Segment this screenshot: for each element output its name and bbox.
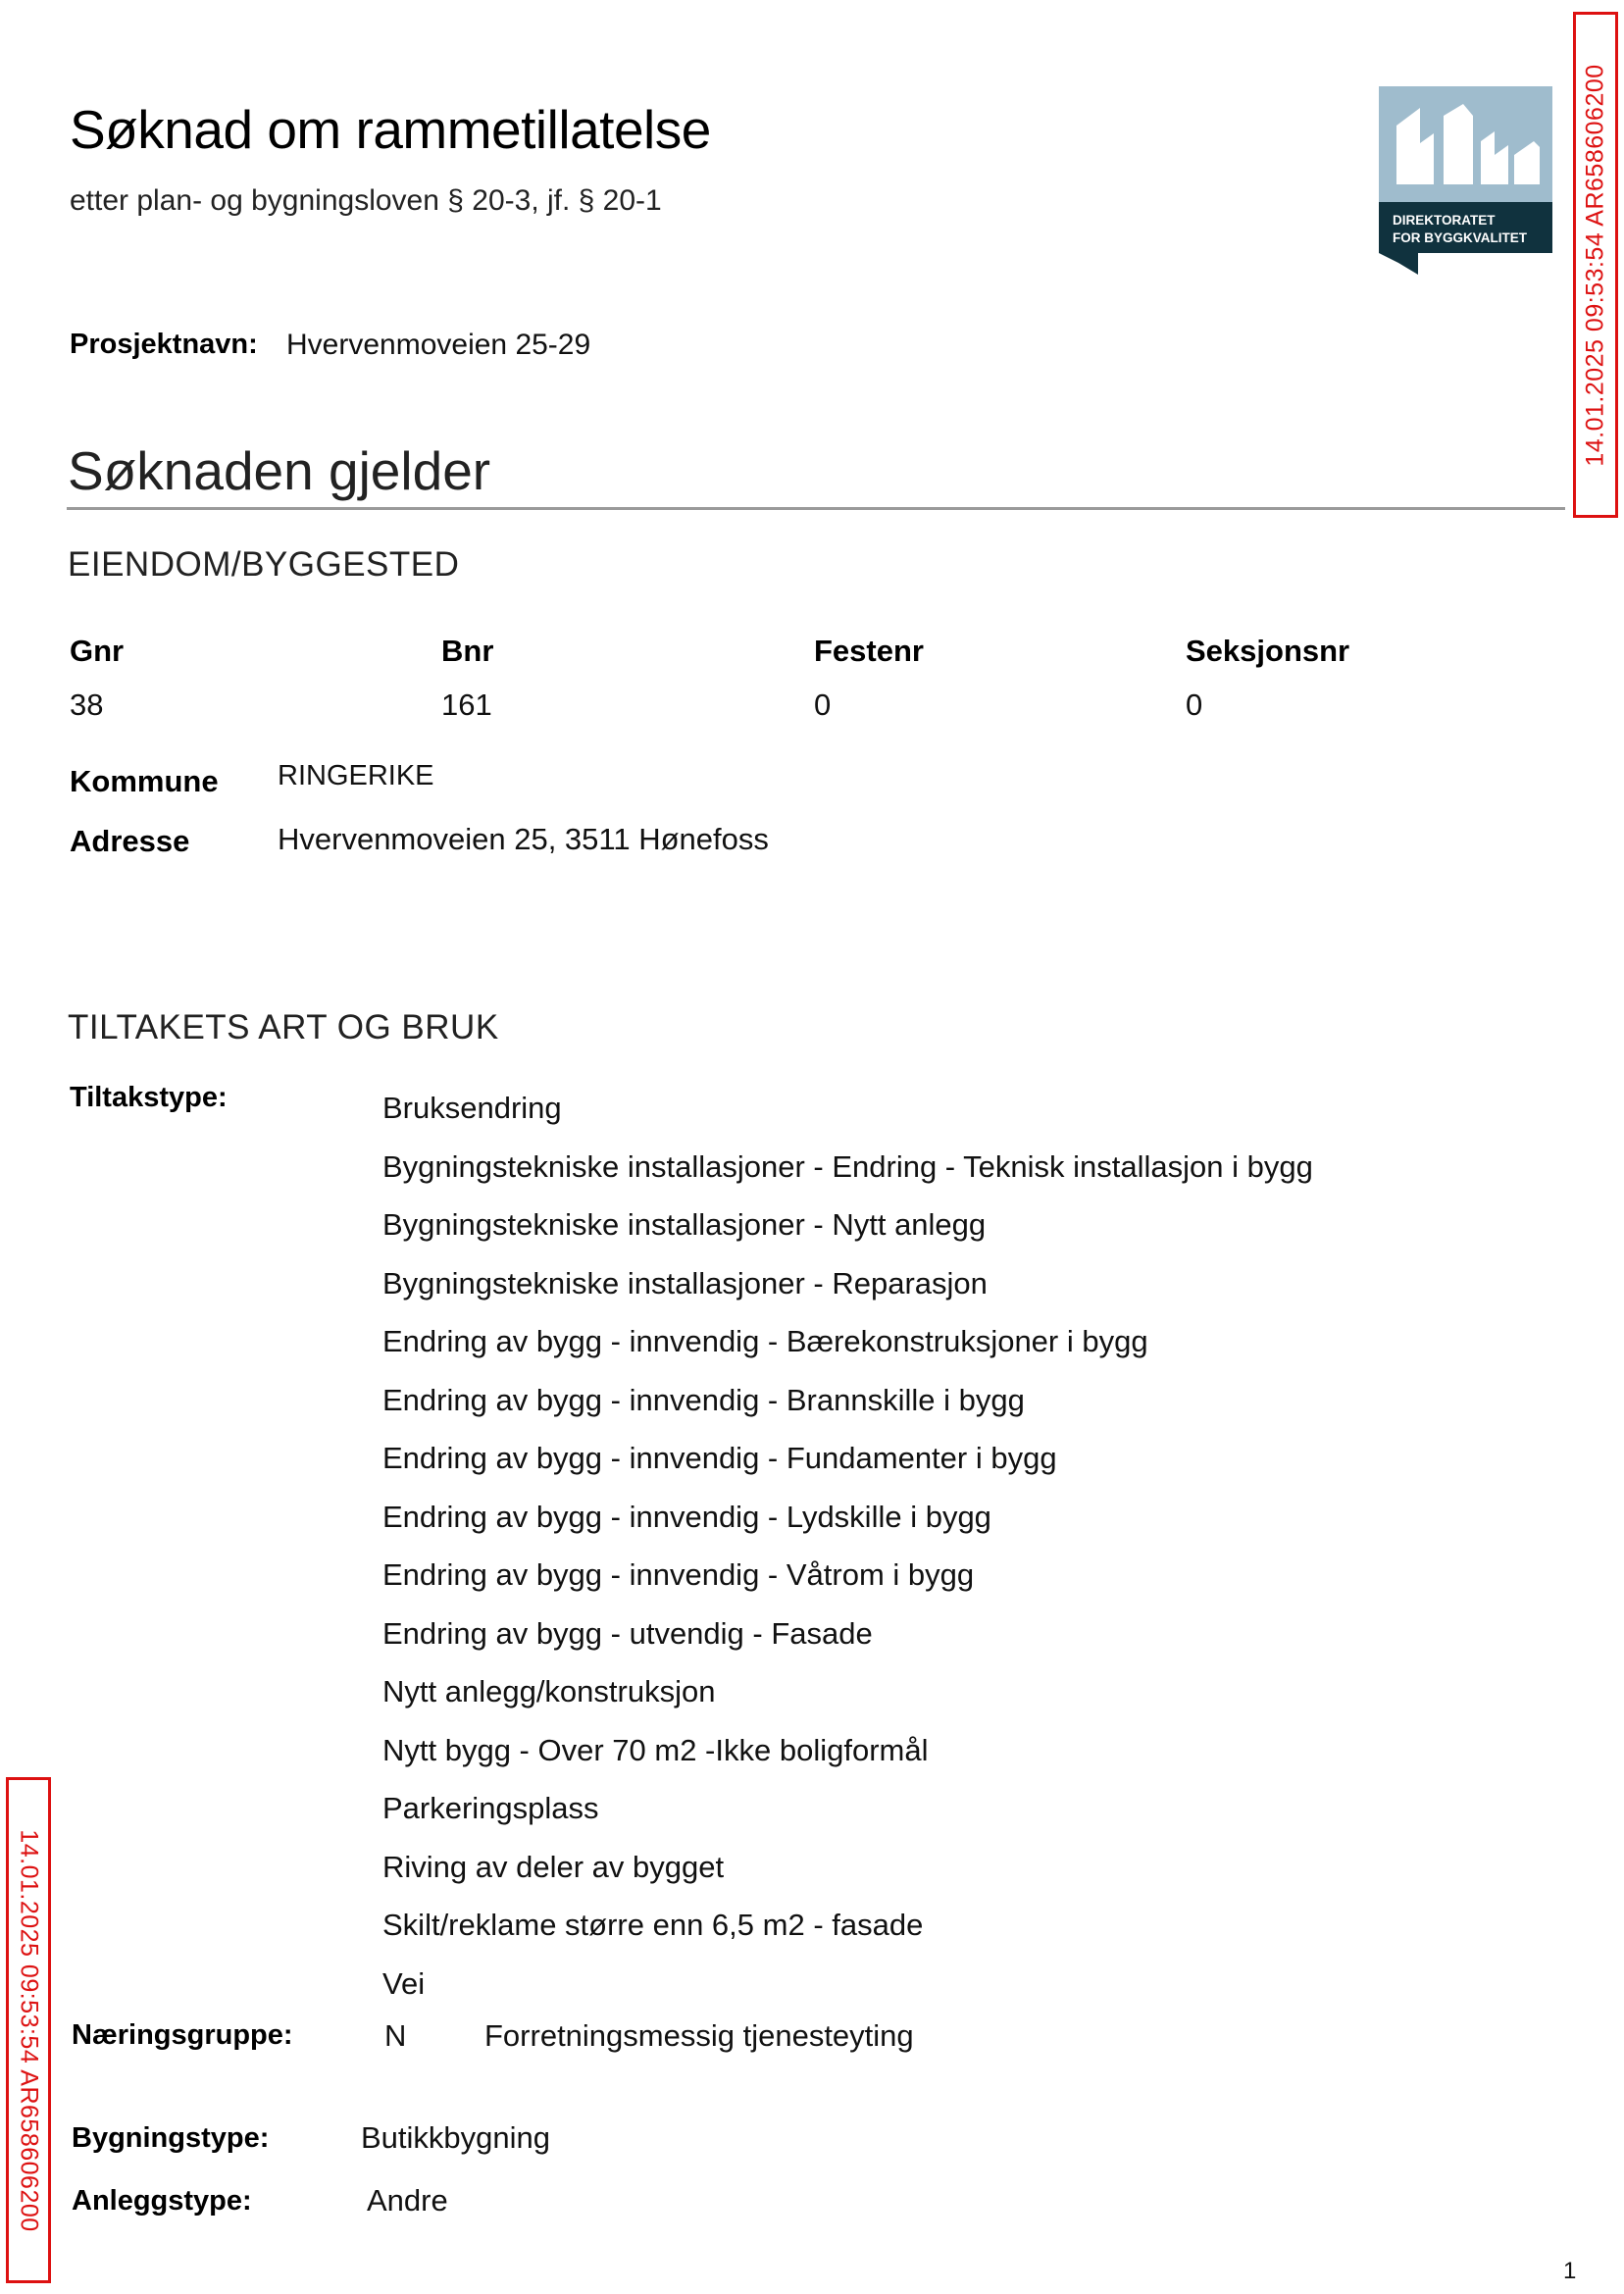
naeringsgruppe-value: Forretningsmessig tjenesteyting — [484, 2018, 914, 2053]
document-subtitle: etter plan- og bygningsloven § 20-3, jf. § 20-1 — [70, 184, 662, 217]
naeringsgruppe-code: N — [384, 2018, 407, 2053]
bygningstype-label: Bygningstype: — [72, 2122, 270, 2154]
list-item: Nytt bygg - Over 70 m2 -Ikke boligformål — [382, 1732, 929, 1767]
naeringsgruppe-label: Næringsgruppe: — [72, 2019, 293, 2051]
logo-building-2 — [1444, 104, 1473, 184]
page-number: 1 — [1563, 2258, 1577, 2284]
list-item: Endring av bygg - innvendig - Fundamenter i bygg — [382, 1441, 1057, 1475]
list-item: Bruksendring — [382, 1091, 562, 1125]
festenr-label: Festenr — [814, 634, 924, 668]
list-item: Bygningstekniske installasjoner - Reparasjon — [382, 1265, 988, 1300]
list-item: Vei — [382, 1965, 426, 2001]
document-title: Søknad om rammetillatelse — [70, 99, 711, 160]
festenr-value: 0 — [814, 688, 832, 722]
list-item: Bygningstekniske installasjoner - Endring - Teknisk installasjon i bygg — [382, 1148, 1313, 1184]
bnr-label: Bnr — [441, 634, 494, 668]
gnr-label: Gnr — [70, 634, 125, 668]
list-item: Bygningstekniske installasjoner - Nytt anlegg — [382, 1207, 987, 1242]
anleggstype-value: Andre — [367, 2183, 448, 2218]
timestamp-stamp-left — [6, 1777, 51, 2283]
logo-bottom-panel — [1379, 202, 1552, 253]
list-item: Endring av bygg - innvendig - Våtrom i bygg — [382, 1557, 975, 1592]
logo-text-2: FOR BYGGKVALITET — [1393, 230, 1527, 245]
list-item: Riving av deler av bygget — [382, 1849, 725, 1884]
property-heading: EIENDOM/BYGGESTED — [68, 545, 460, 584]
logo-flag — [1379, 253, 1418, 275]
list-item: Endring av bygg - innvendig - Brannskille i bygg — [382, 1382, 1025, 1417]
seksjonsnr-label: Seksjonsnr — [1186, 634, 1350, 668]
list-item: Endring av bygg - innvendig - Lydskille i bygg — [382, 1499, 991, 1534]
bnr-value: 161 — [441, 688, 492, 722]
anleggstype-label: Anleggstype: — [72, 2185, 252, 2217]
kommune-value: RINGERIKE — [278, 760, 434, 791]
adresse-label: Adresse — [70, 824, 190, 858]
list-item: Nytt anlegg/konstruksjon — [382, 1674, 716, 1708]
tiltak-heading: TILTAKETS ART OG BRUK — [68, 1008, 499, 1046]
seksjonsnr-value: 0 — [1186, 688, 1203, 722]
gnr-value: 38 — [70, 688, 104, 722]
adresse-value: Hvervenmoveien 25, 3511 Hønefoss — [278, 822, 769, 856]
stamp-text: 14.01.2025 09:53:54 AR658606200 — [1581, 63, 1609, 467]
logo-text-1: DIREKTORATET — [1393, 213, 1496, 228]
project-name-value: Hvervenmoveien 25-29 — [286, 329, 591, 361]
list-item: Endring av bygg - innvendig - Bærekonstruksjoner i bygg — [382, 1324, 1148, 1358]
project-name-label: Prosjektnavn: — [70, 329, 258, 360]
section-heading: Søknaden gjelder — [68, 440, 491, 501]
list-item: Skilt/reklame større enn 6,5 m2 - fasade — [382, 1908, 924, 1942]
list-item: Endring av bygg - utvendig - Fasade — [382, 1615, 873, 1651]
tiltakstype-label: Tiltakstype: — [70, 1082, 228, 1113]
tiltakstype-list — [382, 1079, 1313, 2013]
section-divider — [67, 507, 1565, 510]
dibk-logo — [1379, 86, 1552, 275]
timestamp-stamp-top — [1573, 12, 1618, 518]
stamp-text: 14.01.2025 09:53:54 AR658606200 — [15, 1828, 43, 2232]
kommune-label: Kommune — [70, 764, 219, 798]
bygningstype-value: Butikkbygning — [361, 2120, 551, 2155]
list-item: Parkeringsplass — [382, 1791, 599, 1825]
